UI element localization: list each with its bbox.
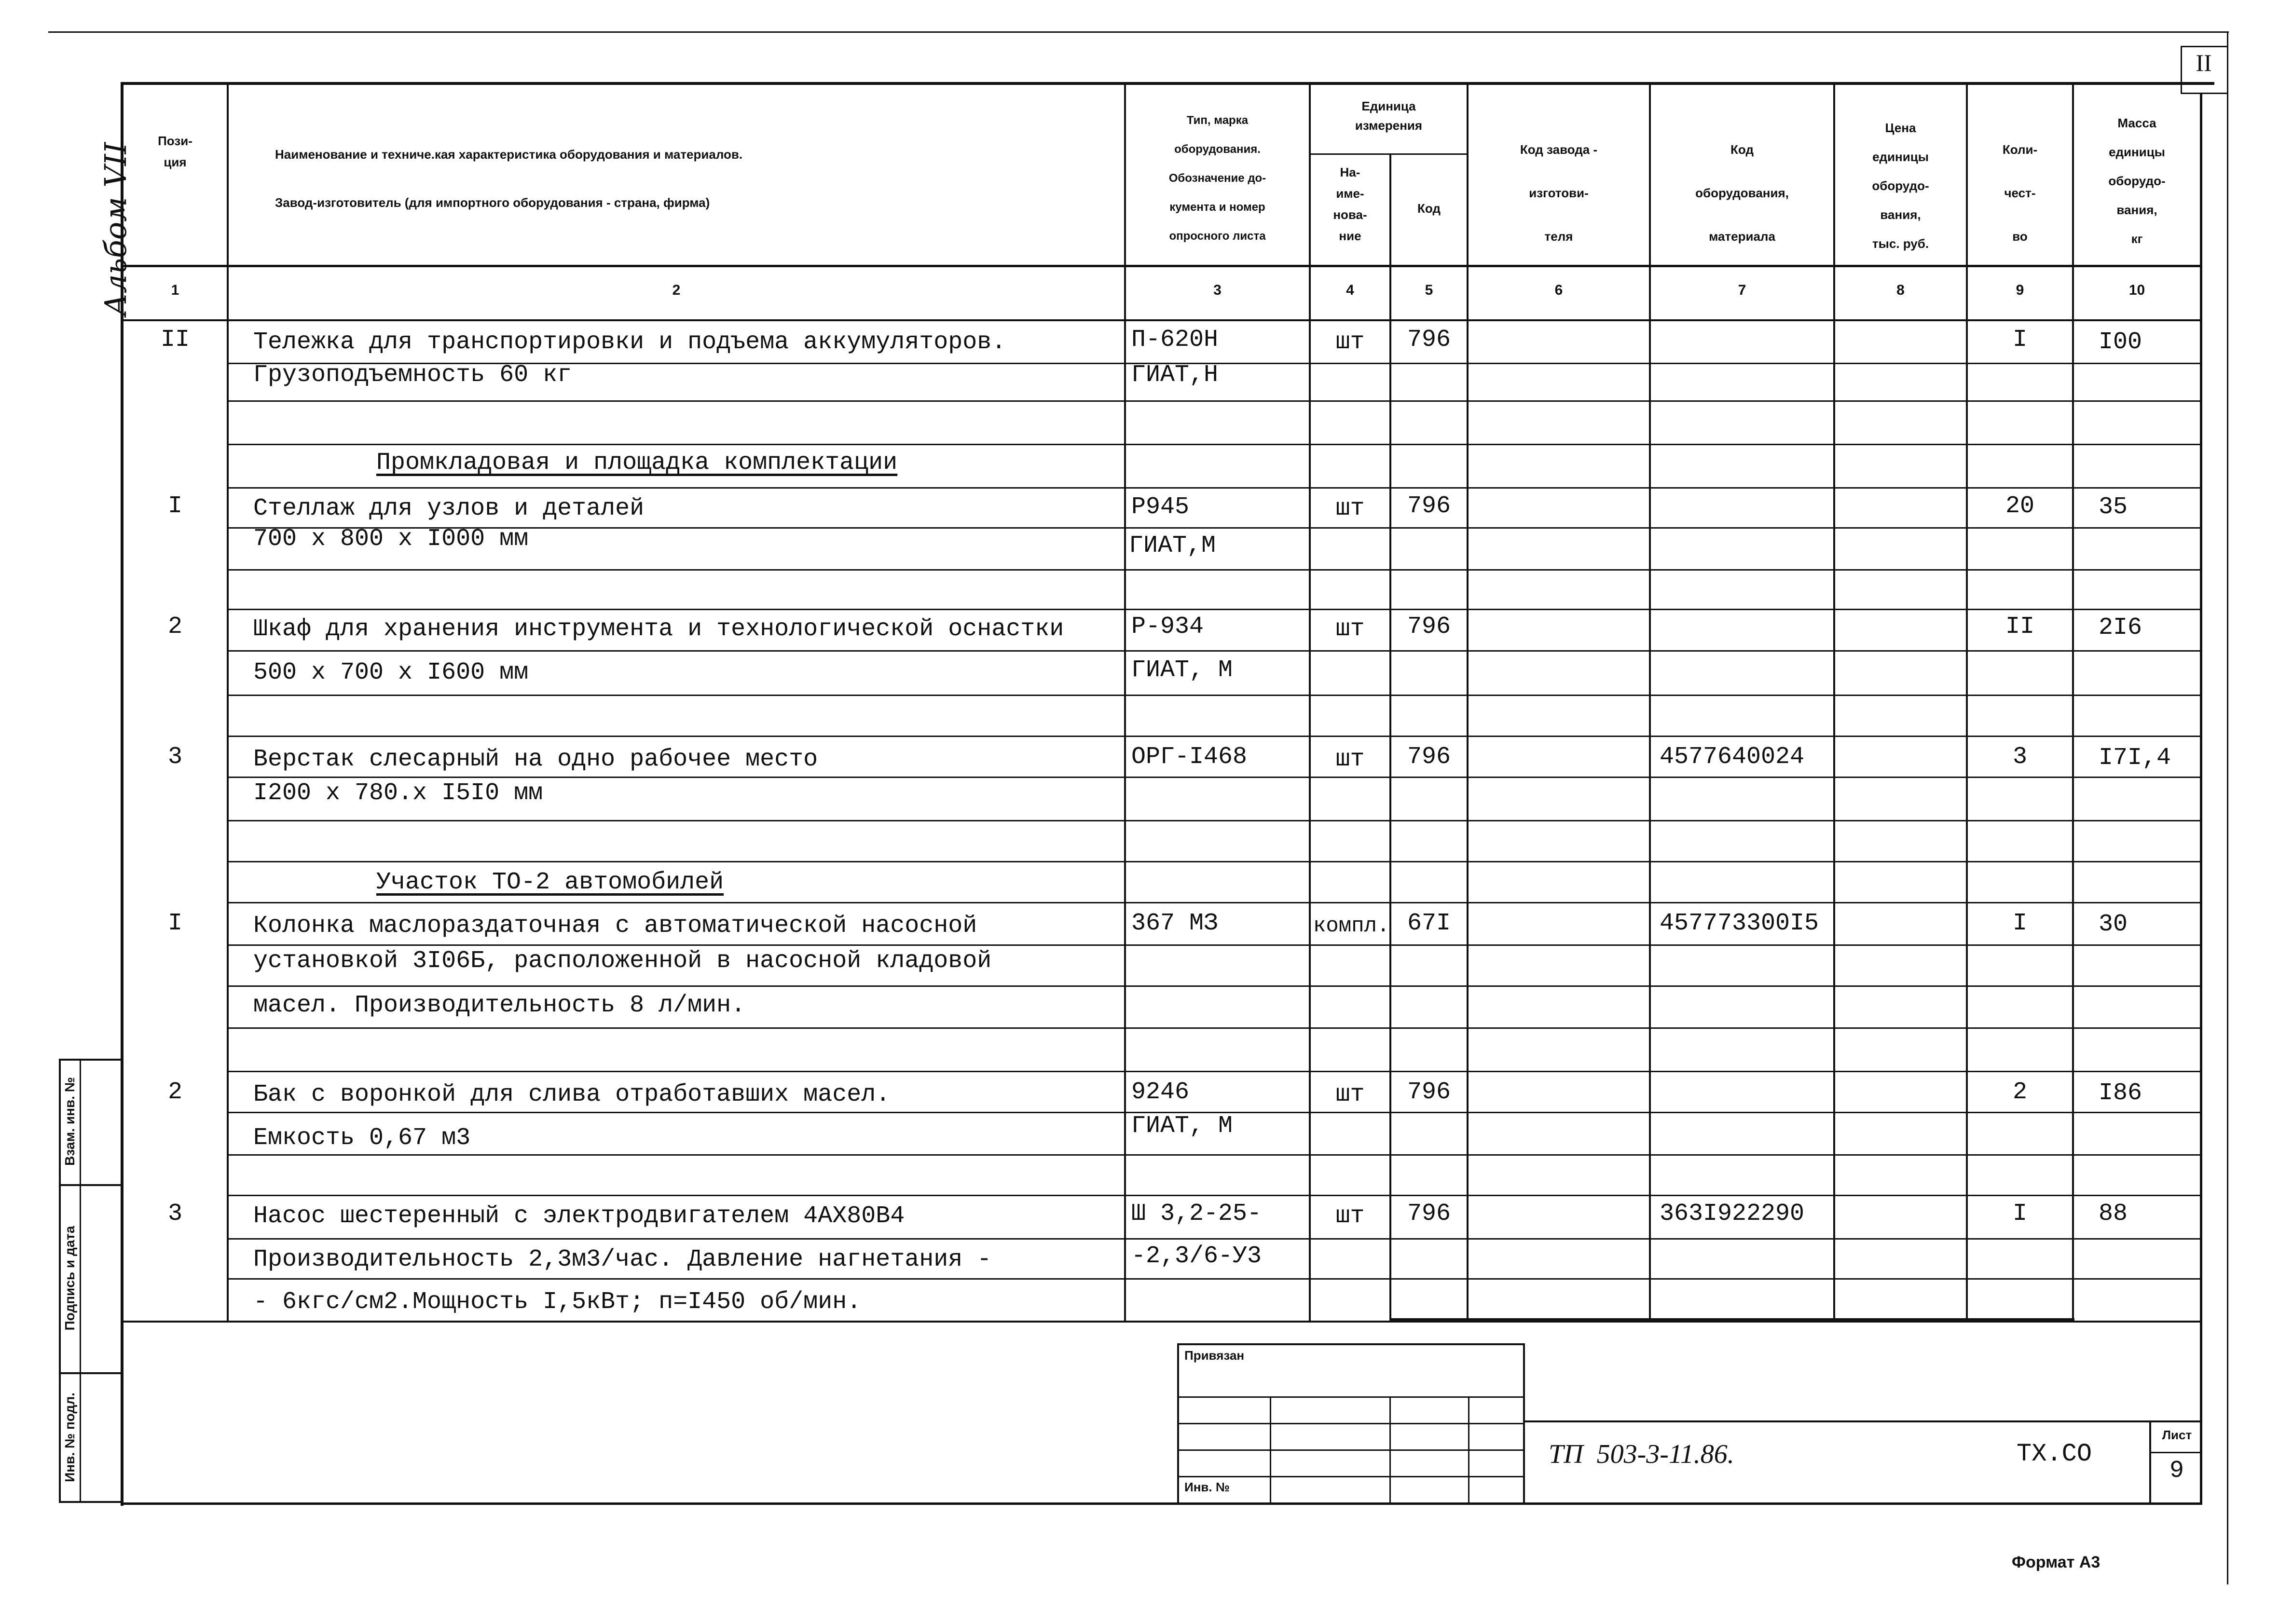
row-14-type: ГИАТ, М — [1131, 1112, 1233, 1140]
stamp-inv-no: Инв. № — [1184, 1480, 1230, 1494]
side-label-inv-original: Инв. № подл. — [62, 1392, 77, 1482]
row-10-pos: I — [167, 910, 182, 937]
row-11-name: установкой 3I06Б, расположенной в насосной кладовой — [253, 947, 992, 975]
row-13-qty: 2 — [2012, 1078, 2027, 1106]
col-number-10: 10 — [2128, 282, 2145, 298]
row-13-unit: шт — [1335, 1081, 1365, 1108]
row-1-name: Грузоподъемность 60 кг — [253, 361, 572, 389]
row-3-name: Стеллаж для узлов и деталей — [253, 495, 645, 522]
col-number-2: 2 — [672, 282, 681, 298]
row-7-code: 796 — [1407, 743, 1451, 771]
row-3-pos: I — [167, 492, 182, 520]
row-0-pos: II — [160, 326, 190, 354]
row-4-type: ГИАТ,М — [1129, 532, 1216, 560]
header-mass: Масса единицы оборудо- вания, кг — [2108, 116, 2166, 246]
side-label-signature-date: Подпись и дата — [62, 1226, 77, 1331]
row-0-mass: I00 — [2099, 328, 2142, 356]
header-quantity: Коли- чест- во — [2002, 142, 2038, 244]
row-15-type: Ш 3,2-25- — [1131, 1200, 1262, 1228]
row-10-matcode: 457773300I5 — [1660, 910, 1819, 937]
sheet-number-top: II — [2196, 49, 2212, 76]
row-7-type: ОРГ-I468 — [1131, 743, 1248, 771]
row-8-name: I200 х 780.х I5I0 мм — [253, 779, 543, 807]
project-code: ТП 503-3-11.86. — [1549, 1439, 1734, 1469]
top-border-line — [48, 31, 2229, 33]
header-material-code: Код оборудования, материала — [1695, 142, 1789, 244]
row-12-name: масел. Производительность 8 л/мин. — [253, 992, 746, 1019]
header-factory-code: Код завода - изготови- теля — [1520, 142, 1598, 244]
row-13-code: 796 — [1407, 1078, 1451, 1106]
row-17-name: - 6кгс/см2.Мощность I,5кВт; п=I450 об/мин. — [253, 1288, 862, 1316]
row-4-name: 700 х 800 х I000 мм — [253, 525, 529, 553]
row-15-matcode: 363I922290 — [1660, 1200, 1805, 1228]
header-price: Цена единицы оборудо- вания, тыс. руб. — [1872, 121, 1929, 251]
row-15-code: 796 — [1407, 1200, 1451, 1228]
row-3-qty: 20 — [2005, 492, 2034, 520]
col-number-5: 5 — [1425, 282, 1433, 298]
header-name: Наименование и техниче.кая характеристика оборудования и материалов. Завод-изготовитель (для импортного оборудования - страна, фирма) — [275, 147, 743, 210]
row-0-name: Тележка для транспортировки и подъема аккумуляторов. — [253, 328, 1006, 356]
col-number-7: 7 — [1738, 282, 1746, 298]
row-5-unit: шт — [1335, 615, 1365, 643]
table-frame-bottom — [121, 1502, 2202, 1505]
row-10-name: Колонка маслораздаточная с автоматической насосной — [253, 912, 977, 940]
row-7-pos: 3 — [167, 743, 182, 771]
row-7-matcode: 4577640024 — [1660, 743, 1805, 771]
row-3-unit: шт — [1335, 495, 1365, 522]
header-position: Пози- ция — [158, 134, 192, 169]
row-5-pos: 2 — [167, 613, 182, 641]
row-13-type: 9246 — [1131, 1078, 1190, 1106]
col-number-6: 6 — [1554, 282, 1563, 298]
row-6-name: 500 х 700 х I600 мм — [253, 659, 529, 686]
row-3-code: 796 — [1407, 492, 1451, 520]
row-10-type: 367 МЗ — [1131, 910, 1219, 937]
row-15-name: Насос шестеренный с электродвигателем 4АХ80В4 — [253, 1202, 905, 1230]
album-label: Альбом VII — [98, 142, 133, 316]
col-number-9: 9 — [2016, 282, 2024, 298]
right-border-line — [2227, 31, 2228, 1584]
stamp-privyazan: Привязан — [1184, 1348, 1245, 1363]
row-10-unit: компл. — [1313, 914, 1390, 938]
row-3-type: Р945 — [1131, 493, 1190, 521]
row-0-qty: I — [2012, 326, 2027, 354]
row-10-mass: 30 — [2099, 911, 2128, 938]
table-frame-top — [121, 82, 2214, 85]
row-13-pos: 2 — [167, 1078, 182, 1106]
col-number-4: 4 — [1346, 282, 1354, 298]
row-13-mass: I86 — [2099, 1079, 2142, 1107]
section-title-storage: Промкладовая и площадка комплектации — [376, 449, 898, 477]
row-5-type: Р-934 — [1131, 613, 1204, 641]
row-7-qty: 3 — [2012, 743, 2027, 771]
row-5-code: 796 — [1407, 613, 1451, 641]
row-5-mass: 2I6 — [2099, 614, 2142, 641]
sheet-number: 9 — [2169, 1457, 2184, 1485]
row-6-type: ГИАТ, М — [1131, 656, 1233, 684]
col-number-3: 3 — [1213, 282, 1222, 298]
row-14-name: Емкость 0,67 м3 — [253, 1124, 471, 1152]
section-title-maintenance: Участок ТО-2 автомобилей — [376, 869, 724, 896]
col-number-8: 8 — [1896, 282, 1905, 298]
row-15-unit: шт — [1335, 1202, 1365, 1230]
row-5-name: Шкаф для хранения инструмента и технологической оснастки — [253, 615, 1064, 643]
row-13-name: Бак с воронкой для слива отработавших масел. — [253, 1081, 891, 1108]
row-10-qty: I — [2012, 910, 2027, 937]
header-unit-group: Единица измерения — [1355, 99, 1423, 133]
header-unit-code: Код — [1417, 201, 1441, 216]
row-3-mass: 35 — [2099, 493, 2128, 521]
row-7-unit: шт — [1335, 746, 1365, 773]
sheet-label: Лист — [2162, 1428, 2192, 1442]
row-0-code: 796 — [1407, 326, 1451, 354]
document-code: ТХ.СО — [2017, 1440, 2092, 1468]
row-0-type: П-620Н — [1131, 326, 1219, 354]
row-15-mass: 88 — [2099, 1200, 2128, 1228]
row-7-name: Верстак слесарный на одно рабочее место — [253, 746, 818, 773]
row-7-mass: I7I,4 — [2099, 744, 2171, 772]
row-0-unit: шт — [1335, 328, 1365, 356]
header-type: Тип, марка оборудования. Обозначение до- кумента и номер опросного листа — [1168, 114, 1266, 243]
row-10-code: 67I — [1407, 910, 1451, 937]
row-16-type: -2,3/6-У3 — [1131, 1242, 1262, 1270]
row-15-pos: 3 — [167, 1200, 182, 1228]
row-5-qty: II — [2005, 613, 2034, 641]
row-15-qty: I — [2012, 1200, 2027, 1228]
col-number-1: 1 — [171, 282, 179, 298]
side-label-replace-inv: Взам. инв. № — [62, 1077, 77, 1166]
format-label: Формат А3 — [2012, 1553, 2101, 1571]
header-unit-name: На- име- нова- ние — [1333, 165, 1367, 243]
row-1-type: ГИАТ,Н — [1131, 361, 1219, 389]
row-16-name: Производительность 2,3м3/час. Давление нагнетания - — [253, 1246, 992, 1273]
